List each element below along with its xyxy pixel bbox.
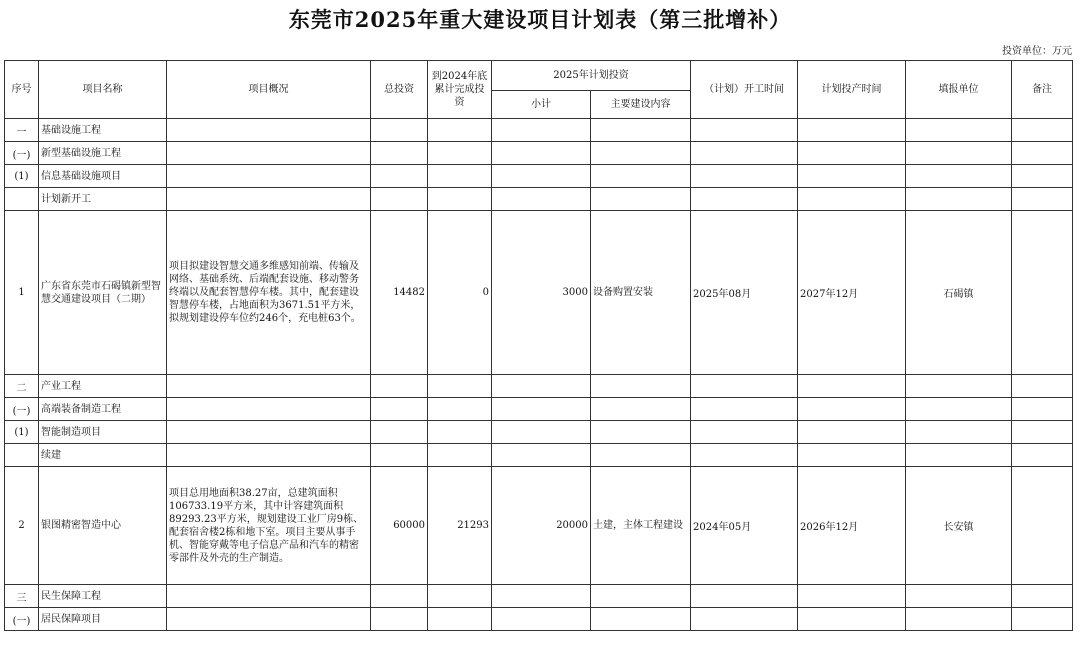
table-row <box>5 119 1073 142</box>
row-finish-time: 2027年12月 <box>798 211 906 375</box>
row-plan-subtotal <box>492 608 591 631</box>
row-finish-time <box>798 398 906 421</box>
row-project-name: 信息基础设施项目 <box>39 165 167 188</box>
row-start-time <box>691 585 798 608</box>
row-overview <box>167 188 371 211</box>
row-note <box>1012 585 1073 608</box>
row-plan-subtotal: 20000 <box>492 467 591 585</box>
row-reporting-unit <box>906 398 1012 421</box>
row-project-name: 基础设施工程 <box>39 119 167 142</box>
row-finish-time <box>798 188 906 211</box>
row-overview <box>167 444 371 467</box>
table-row <box>5 142 1073 165</box>
row-note <box>1012 142 1073 165</box>
row-project-name: 广东省东莞市石碣镇新型智慧交通建设项目（二期） <box>39 211 167 375</box>
row-reporting-unit: 石碣镇 <box>906 211 1012 375</box>
row-total-investment <box>371 188 428 211</box>
row-overview <box>167 142 371 165</box>
row-plan-subtotal: 3000 <box>492 211 591 375</box>
row-seq: 一 <box>5 119 39 142</box>
table-row <box>5 467 1073 585</box>
row-main-content <box>591 444 691 467</box>
row-finish-time <box>798 119 906 142</box>
table-row <box>5 165 1073 188</box>
row-completed-investment <box>428 165 492 188</box>
row-total-investment <box>371 119 428 142</box>
row-total-investment <box>371 444 428 467</box>
header-unit: 填报单位 <box>906 61 1012 119</box>
row-reporting-unit: 长安镇 <box>906 467 1012 585</box>
row-start-time <box>691 398 798 421</box>
row-note <box>1012 375 1073 398</box>
header-plan-2025: 2025年计划投资 <box>492 61 691 91</box>
header-note: 备注 <box>1012 61 1073 119</box>
row-reporting-unit <box>906 585 1012 608</box>
investment-unit-note: 投资单位：万元 <box>1002 46 1072 57</box>
row-note <box>1012 188 1073 211</box>
row-seq: 1 <box>5 211 39 375</box>
row-main-content <box>591 165 691 188</box>
row-note <box>1012 398 1073 421</box>
row-note <box>1012 444 1073 467</box>
row-finish-time <box>798 375 906 398</box>
row-start-time <box>691 188 798 211</box>
row-total-investment <box>371 421 428 444</box>
row-finish-time <box>798 165 906 188</box>
row-project-name: 新型基础设施工程 <box>39 142 167 165</box>
row-start-time <box>691 375 798 398</box>
row-main-content <box>591 142 691 165</box>
row-note <box>1012 211 1073 375</box>
row-overview <box>167 421 371 444</box>
table-row <box>5 444 1073 467</box>
row-note <box>1012 608 1073 631</box>
row-project-name: 续建 <box>39 444 167 467</box>
row-project-name: 高端装备制造工程 <box>39 398 167 421</box>
row-start-time <box>691 421 798 444</box>
row-completed-investment <box>428 188 492 211</box>
row-seq: (1) <box>5 421 39 444</box>
row-reporting-unit <box>906 444 1012 467</box>
row-completed-investment <box>428 375 492 398</box>
row-finish-time <box>798 421 906 444</box>
row-plan-subtotal <box>492 142 591 165</box>
header-name: 项目名称 <box>39 61 167 119</box>
row-project-name: 银图精密智造中心 <box>39 467 167 585</box>
row-start-time <box>691 119 798 142</box>
row-completed-investment <box>428 608 492 631</box>
row-main-content <box>591 398 691 421</box>
row-total-investment <box>371 142 428 165</box>
row-note <box>1012 421 1073 444</box>
row-total-investment <box>371 585 428 608</box>
row-overview <box>167 608 371 631</box>
row-start-time <box>691 165 798 188</box>
row-start-time <box>691 444 798 467</box>
row-plan-subtotal <box>492 188 591 211</box>
row-total-investment <box>371 165 428 188</box>
row-overview: 项目拟建设智慧交通多维感知前端、传输及网络、基础系统、后端配套设施、移动警务终端以及配套智慧停车楼。其中，配套建设智慧停车楼，占地面积为3671.51平方米，拟规划建设停车位约246个，充电桩63个。 <box>167 211 371 375</box>
row-note <box>1012 467 1073 585</box>
row-overview <box>167 119 371 142</box>
header-seq: 序号 <box>5 61 39 119</box>
row-finish-time <box>798 608 906 631</box>
row-seq: (一) <box>5 398 39 421</box>
row-main-content <box>591 421 691 444</box>
row-seq <box>5 188 39 211</box>
row-seq: 2 <box>5 467 39 585</box>
table-row <box>5 211 1073 375</box>
table-row <box>5 398 1073 421</box>
row-plan-subtotal <box>492 444 591 467</box>
header-done-2024: 到2024年底累计完成投资 <box>428 61 492 119</box>
row-seq: 三 <box>5 585 39 608</box>
row-plan-subtotal <box>492 398 591 421</box>
header-subtotal: 小计 <box>492 91 591 119</box>
row-plan-subtotal <box>492 119 591 142</box>
row-main-content: 设备购置安装 <box>591 211 691 375</box>
row-completed-investment <box>428 421 492 444</box>
row-seq: (一) <box>5 142 39 165</box>
row-total-investment <box>371 608 428 631</box>
row-plan-subtotal <box>492 421 591 444</box>
table-row <box>5 375 1073 398</box>
row-project-name: 居民保障项目 <box>39 608 167 631</box>
row-seq: (1) <box>5 165 39 188</box>
row-reporting-unit <box>906 188 1012 211</box>
row-total-investment: 60000 <box>371 467 428 585</box>
header-content: 主要建设内容 <box>591 91 691 119</box>
row-total-investment <box>371 375 428 398</box>
row-completed-investment <box>428 398 492 421</box>
row-reporting-unit <box>906 119 1012 142</box>
row-main-content <box>591 585 691 608</box>
row-start-time: 2025年08月 <box>691 211 798 375</box>
row-project-name: 计划新开工 <box>39 188 167 211</box>
row-completed-investment <box>428 585 492 608</box>
row-overview <box>167 398 371 421</box>
row-completed-investment <box>428 444 492 467</box>
row-overview <box>167 165 371 188</box>
header-start: （计划）开工时间 <box>691 61 798 119</box>
row-main-content <box>591 119 691 142</box>
row-project-name: 民生保障工程 <box>39 585 167 608</box>
header-total: 总投资 <box>371 61 428 119</box>
row-seq: (一) <box>5 608 39 631</box>
row-reporting-unit <box>906 375 1012 398</box>
row-total-investment <box>371 398 428 421</box>
row-total-investment: 14482 <box>371 211 428 375</box>
row-finish-time <box>798 142 906 165</box>
header-finish: 计划投产时间 <box>798 61 906 119</box>
row-main-content <box>591 188 691 211</box>
row-overview <box>167 585 371 608</box>
row-seq: 二 <box>5 375 39 398</box>
row-note <box>1012 165 1073 188</box>
row-plan-subtotal <box>492 585 591 608</box>
row-plan-subtotal <box>492 165 591 188</box>
row-completed-investment <box>428 119 492 142</box>
table-row <box>5 188 1073 211</box>
row-plan-subtotal <box>492 375 591 398</box>
row-main-content: 土建，主体工程建设 <box>591 467 691 585</box>
row-project-name: 产业工程 <box>39 375 167 398</box>
row-start-time: 2024年05月 <box>691 467 798 585</box>
row-main-content <box>591 375 691 398</box>
row-reporting-unit <box>906 142 1012 165</box>
row-reporting-unit <box>906 608 1012 631</box>
row-completed-investment: 0 <box>428 211 492 375</box>
row-completed-investment <box>428 142 492 165</box>
row-project-name: 智能制造项目 <box>39 421 167 444</box>
row-overview: 项目总用地面积38.27亩，总建筑面积106733.19平方米，其中计容建筑面积89293.23平方米，规划建设工业厂房9栋、配套宿舍楼2栋和地下室。项目主要从事手机、智能穿戴等电子信息产品和汽车的精密零部件及外壳的生产制造。 <box>167 467 371 585</box>
row-finish-time: 2026年12月 <box>798 467 906 585</box>
row-seq <box>5 444 39 467</box>
row-main-content <box>591 608 691 631</box>
row-start-time <box>691 142 798 165</box>
page-title: 东莞市2025年重大建设项目计划表（第三批增补） <box>288 7 792 32</box>
row-completed-investment: 21293 <box>428 467 492 585</box>
row-note <box>1012 119 1073 142</box>
header-overview: 项目概况 <box>167 61 371 119</box>
table-row <box>5 585 1073 608</box>
row-finish-time <box>798 444 906 467</box>
row-reporting-unit <box>906 421 1012 444</box>
row-overview <box>167 375 371 398</box>
row-start-time <box>691 608 798 631</box>
table-row <box>5 608 1073 631</box>
table-row <box>5 421 1073 444</box>
row-reporting-unit <box>906 165 1012 188</box>
row-finish-time <box>798 585 906 608</box>
project-plan-table <box>4 60 1073 631</box>
